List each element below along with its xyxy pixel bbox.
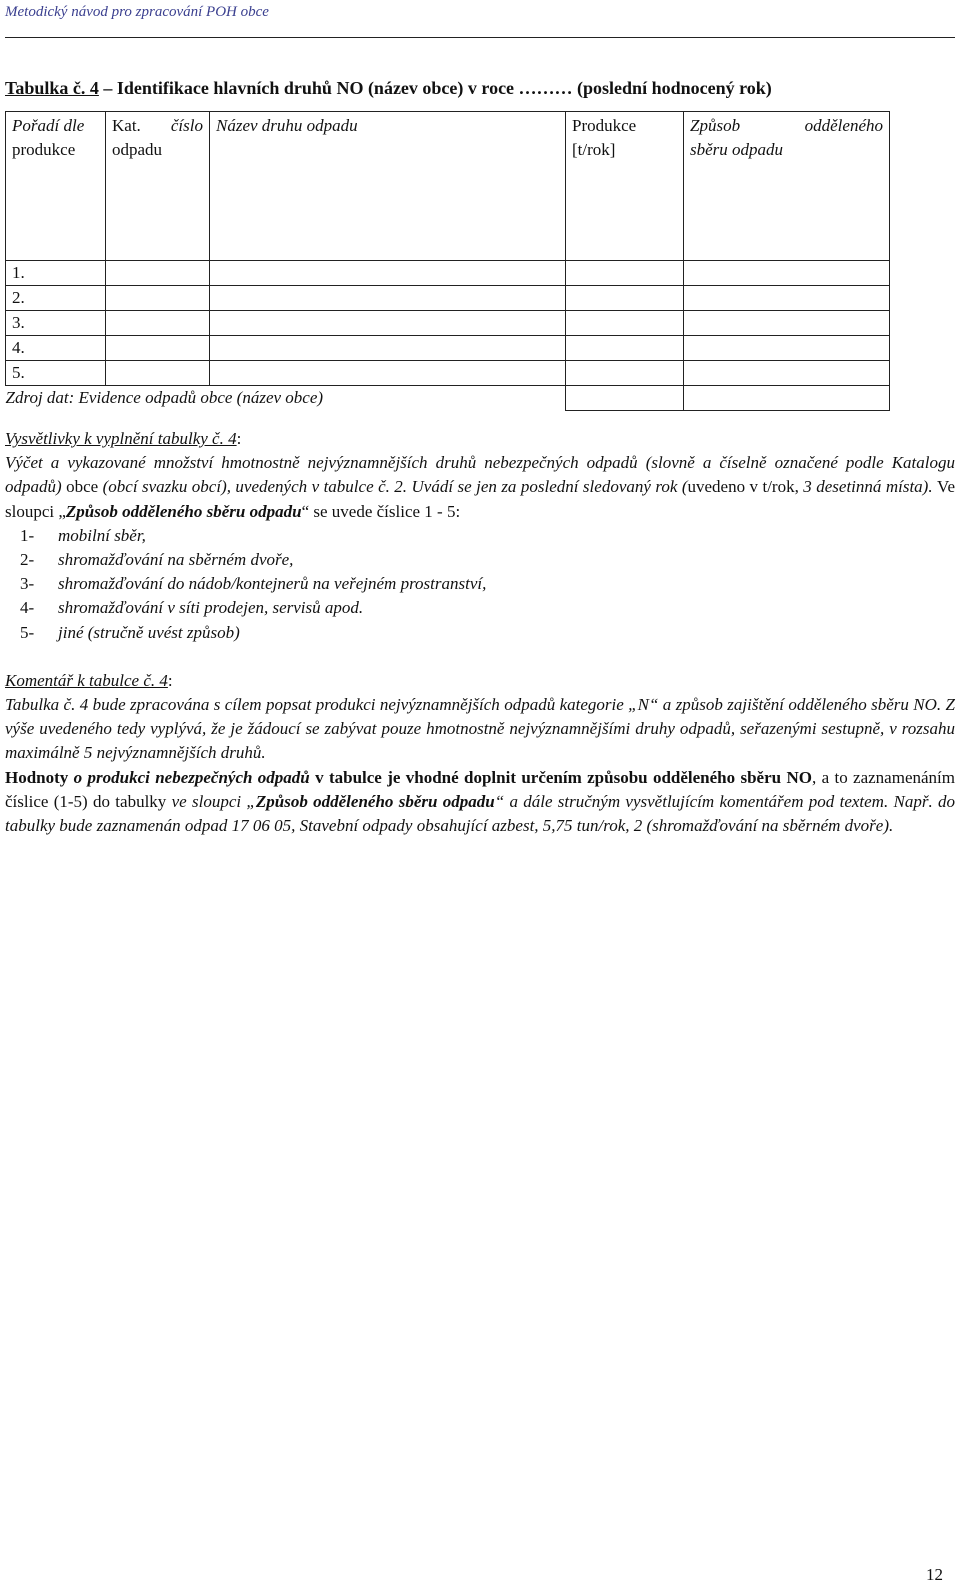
cell-name [210,286,566,311]
table-source-row [6,386,890,411]
row-number: 4. [6,336,106,361]
table-row [6,311,890,336]
cell-catalog [106,336,210,361]
header-rule [5,37,955,38]
cell-name [210,336,566,361]
page-number: 12 [926,1565,943,1584]
table-source: Zdroj dat: Evidence odpadů obce (název obce) [6,386,566,411]
table-row [6,261,890,286]
list-item: 1- mobilní sběr, [20,525,146,545]
table-row [6,336,890,361]
cell-catalog [106,361,210,386]
list-item: 3- shromažďování do nádob/kontejnerů na veřejném prostranství, [20,574,487,594]
table-title [5,78,955,99]
explanation-heading: Vysvětlivky k vyplnění tabulky č. 4: [5,429,242,448]
cell-name [210,261,566,286]
table-title-prefix: Tabulka č. 4 [5,78,99,98]
header-order: Pořadí dle produkce [6,112,106,261]
row-number: 5. [6,361,106,386]
cell-production [566,386,684,411]
table-row [6,286,890,311]
cell-catalog [106,261,210,286]
list-item: 2- shromažďování na sběrném dvoře, [20,550,294,570]
row-number: 1. [6,261,106,286]
running-header: Metodický návod pro zpracování POH obce [5,4,269,20]
explanation-paragraph: Výčet a vykazované množství hmotnostně nejvýznamnějších druhů nebezpečných odpadů (slovně a číselně označené podle Katalogu odpadů) obce (obcí svazku obcí), uvedených v tabulce č. 2. Uvádí se jen za poslední sledovaný rok (uvedeno v t/rok, 3 desetinná místa). Ve sloupci „Způsob odděleného sběru odpadu“ se uvede číslice 1 - 5: [5,453,955,521]
comment-paragraph-2: Hodnoty o produkci nebezpečných odpadů v tabulce je vhodné doplnit určením způsobu odděleného sběru NO, a to zaznamenáním číslice (1-5) do tabulky ve sloupci „Způsob odděleného sběru odpadu“ a dále stručným vysvětlujícím komentářem pod textem. Např. do tabulky bude zaznamenán odpad 17 06 05, Stavební odpady obsahující azbest, 5,75 tun/rok, 2 (shromažďování na sběrném dvoře). [5,767,956,836]
list-item: 4- shromažďování v síti prodejen, servisů apod. [20,598,364,618]
table-title-rest: – Identifikace hlavních druhů NO (název obce) v roce ……… (poslední hodnocený rok) [98,78,772,98]
cell-name [210,311,566,336]
cell-production [566,261,684,286]
header-production: Produkce [t/rok] [566,112,684,261]
header-waste-name: Název druhu odpadu [210,112,566,261]
method-list [5,524,955,645]
cell-production [566,286,684,311]
row-number: 2. [6,286,106,311]
cell-method [684,361,890,386]
header-catalog-number: Kat. číslo odpadu [106,112,210,261]
cell-method [684,286,890,311]
comment-heading: Komentář k tabulce č. 4: [5,670,173,690]
cell-method [684,386,890,411]
list-item: 5- jiné (stručně uvést způsob) [20,622,240,642]
table-row [6,361,890,386]
cell-catalog [106,311,210,336]
row-number: 3. [6,311,106,336]
cell-production [566,336,684,361]
cell-method [684,261,890,286]
header-collection-method: Způsob odděleného sběru odpadu [684,112,890,261]
cell-method [684,311,890,336]
cell-name [210,361,566,386]
cell-production [566,311,684,336]
table-header-row [6,112,890,261]
cell-production [566,361,684,386]
comment-paragraph-1: Tabulka č. 4 bude zpracována s cílem popsat produkci nejvýznamnějších odpadů kategorie „N“ a způsob zajištění odděleného sběru NO. Z výše uvedeného tedy vyplývá, že je žádoucí se zabývat pouze hmotnostně nejvýznamnějšími druhy odpadů, seřazenými sestupně, v rozsahu maximálně 5 nejvýznamnějších druhů. [5,695,955,763]
waste-table [5,111,890,411]
cell-catalog [106,286,210,311]
body-text [5,427,955,838]
cell-method [684,336,890,361]
